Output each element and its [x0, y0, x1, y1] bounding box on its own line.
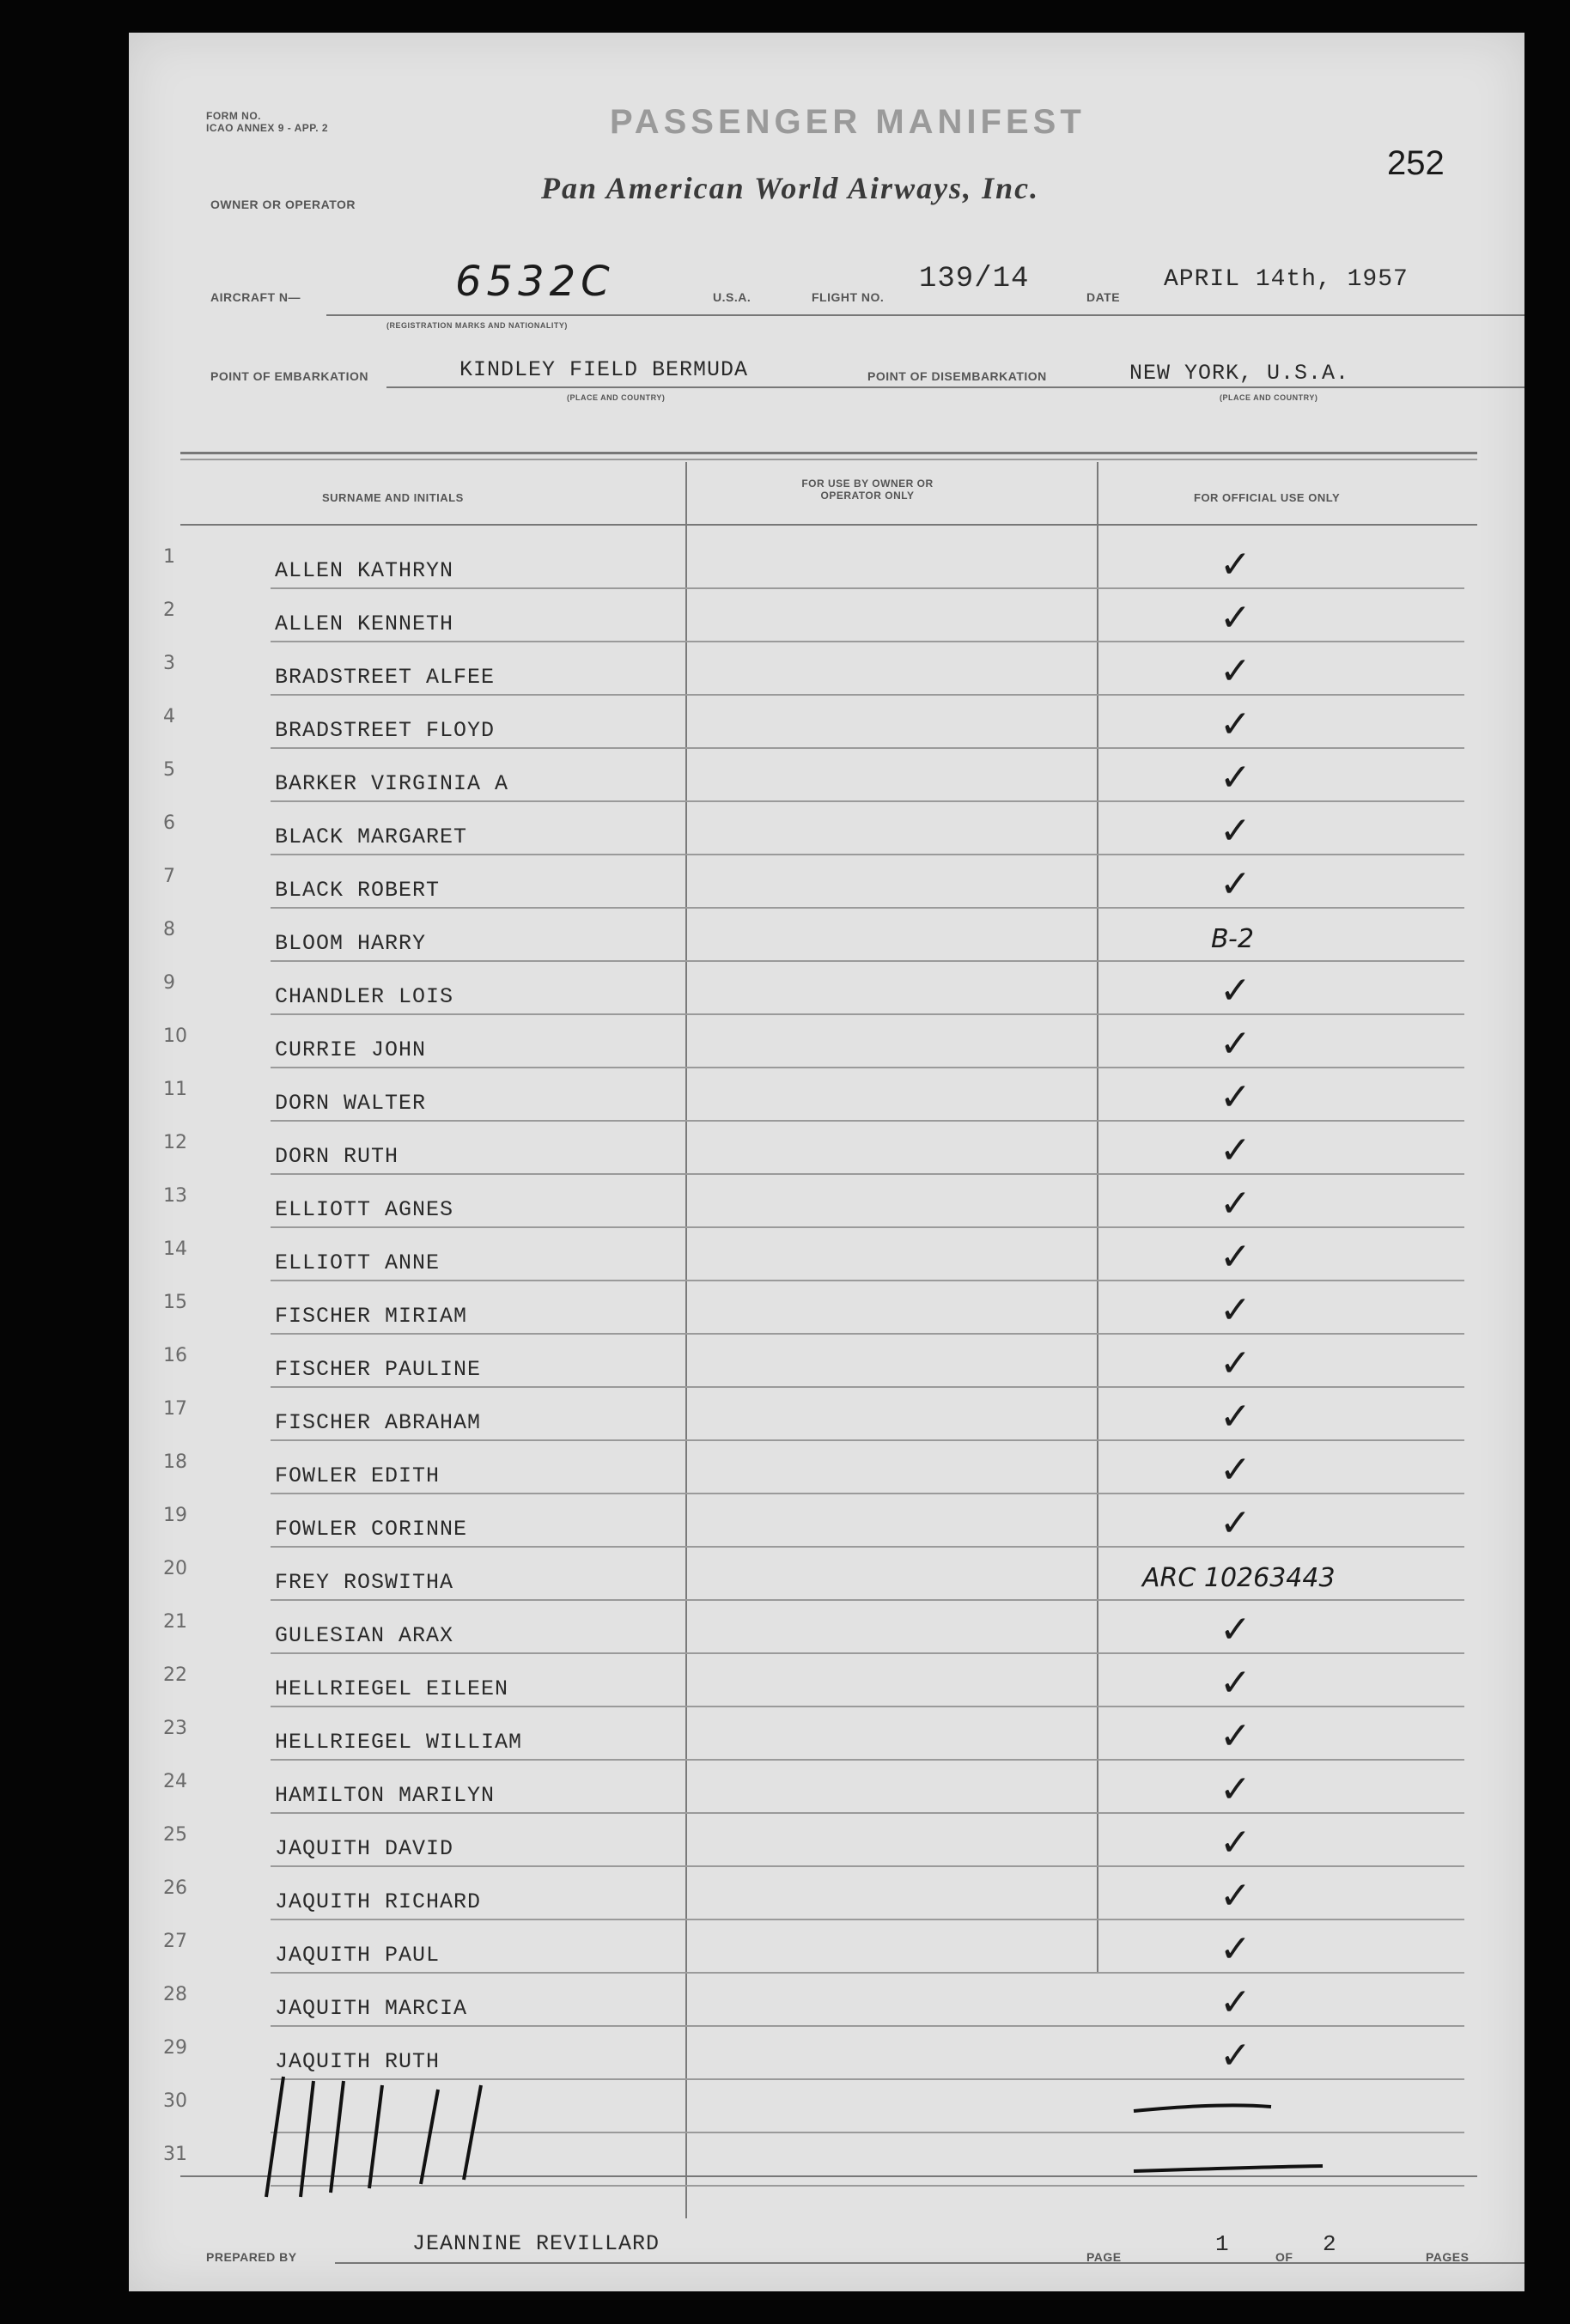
row-rule — [271, 1333, 1464, 1335]
row-number: 28 — [163, 1984, 187, 2005]
table-row — [163, 1445, 1464, 1498]
table-row — [163, 752, 1464, 806]
row-number: 17 — [163, 1398, 187, 1420]
manifest-page — [129, 33, 1524, 2291]
official-mark: ✓ — [1220, 1022, 1251, 1066]
row-number: 22 — [163, 1664, 187, 1686]
row-rule — [271, 2025, 1464, 2027]
table-row — [163, 1817, 1464, 1871]
official-mark: ✓ — [1220, 1129, 1251, 1172]
hand-strike-marks — [232, 2068, 490, 2214]
official-mark: B-2 — [1211, 924, 1254, 954]
table-row — [163, 1125, 1464, 1178]
row-number: 27 — [163, 1931, 187, 1952]
row-rule — [271, 1439, 1464, 1441]
row-rule — [271, 1280, 1464, 1281]
passenger-name: FISCHER PAULINE — [275, 1357, 482, 1382]
row-rule — [271, 1599, 1464, 1601]
row-number: 9 — [163, 972, 175, 994]
table-row — [163, 859, 1464, 912]
table-row — [163, 699, 1464, 752]
row-number: 29 — [163, 2037, 187, 2059]
disembarkation-value: NEW YORK, U.S.A. — [1129, 361, 1350, 386]
row-rule — [271, 1120, 1464, 1122]
passenger-name: ELLIOTT ANNE — [275, 1250, 441, 1275]
passenger-name: JAQUITH RUTH — [275, 2049, 441, 2074]
passenger-name: HELLRIEGEL WILLIAM — [275, 1730, 523, 1755]
row-rule — [271, 800, 1464, 802]
row-rule — [271, 1759, 1464, 1761]
aircraft-label: AIRCRAFT N— — [210, 290, 301, 304]
row-number: 11 — [163, 1079, 187, 1100]
row-rule — [271, 1173, 1464, 1175]
prepared-label: PREPARED BY — [206, 2250, 297, 2264]
official-mark: ✓ — [1220, 1182, 1251, 1226]
embarkation-value: KINDLEY FIELD BERMUDA — [459, 357, 749, 382]
table-row — [163, 965, 1464, 1019]
passenger-name: JAQUITH MARCIA — [275, 1996, 468, 2021]
table-row — [163, 1871, 1464, 1924]
row-number: 12 — [163, 1132, 187, 1153]
row-rule — [271, 1812, 1464, 1814]
row-number: 6 — [163, 812, 175, 834]
table-row — [163, 593, 1464, 646]
passenger-name: BRADSTREET FLOYD — [275, 718, 496, 743]
row-number: 8 — [163, 919, 175, 940]
owner-label: OWNER OR OPERATOR — [210, 198, 356, 211]
official-mark: ✓ — [1220, 1927, 1251, 1971]
official-mark: ✓ — [1220, 1767, 1251, 1811]
row-rule — [271, 960, 1464, 962]
disembarkation-sublabel: (PLACE AND COUNTRY) — [1220, 393, 1318, 402]
row-number: 2 — [163, 599, 175, 621]
official-mark: ✓ — [1220, 703, 1251, 746]
page-number-stamp: 252 — [1387, 144, 1445, 182]
table-row — [163, 1764, 1464, 1817]
passenger-name: FOWLER CORINNE — [275, 1517, 468, 1542]
passenger-name: FOWLER EDITH — [275, 1463, 441, 1488]
passenger-name: CHANDLER LOIS — [275, 984, 454, 1009]
row-number: 5 — [163, 759, 175, 781]
page-label: PAGE — [1086, 2250, 1122, 2264]
disembarkation-label: POINT OF DISEMBARKATION — [867, 369, 1047, 383]
aircraft-line — [326, 314, 1524, 316]
column-surname: SURNAME AND INITIALS — [322, 491, 464, 504]
passenger-name: GULESIAN ARAX — [275, 1623, 454, 1648]
row-number: 20 — [163, 1558, 187, 1579]
official-mark: ✓ — [1220, 1448, 1251, 1492]
official-mark: ✓ — [1220, 596, 1251, 640]
row-number: 14 — [163, 1238, 187, 1260]
flight-label: FLIGHT NO. — [812, 290, 885, 304]
passenger-name: FISCHER ABRAHAM — [275, 1410, 482, 1435]
official-mark: ✓ — [1220, 649, 1251, 693]
row-number: 19 — [163, 1505, 187, 1526]
table-row — [163, 1178, 1464, 1232]
table-top-rule-2 — [180, 459, 1477, 460]
row-rule — [271, 1706, 1464, 1707]
nationality-value: U.S.A. — [713, 290, 752, 304]
row-number: 18 — [163, 1451, 187, 1473]
passenger-name: BLOOM HARRY — [275, 931, 427, 956]
official-mark: ✓ — [1220, 1501, 1251, 1545]
row-number: 10 — [163, 1025, 187, 1047]
official-mark: ✓ — [1220, 1395, 1251, 1439]
row-number: 23 — [163, 1718, 187, 1739]
passenger-name: JAQUITH DAVID — [275, 1836, 454, 1861]
table-row — [163, 1658, 1464, 1711]
row-number: 1 — [163, 546, 175, 568]
row-number: 31 — [163, 2144, 187, 2165]
row-rule — [271, 1067, 1464, 1068]
prepared-value: JEANNINE REVILLARD — [412, 2231, 660, 2256]
passenger-name: ALLEN KENNETH — [275, 611, 454, 636]
form-reference — [206, 110, 328, 134]
row-rule — [271, 1386, 1464, 1388]
row-number: 16 — [163, 1345, 187, 1366]
official-mark: ✓ — [1220, 1288, 1251, 1332]
passenger-name: ELLIOTT AGNES — [275, 1197, 454, 1222]
passenger-name: HELLRIEGEL EILEEN — [275, 1676, 509, 1701]
table-top-rule — [180, 452, 1477, 454]
passenger-name: FISCHER MIRIAM — [275, 1304, 468, 1329]
form-ref-line2: ICAO ANNEX 9 - APP. 2 — [206, 122, 329, 134]
official-mark: ✓ — [1220, 543, 1251, 587]
table-row — [163, 1072, 1464, 1125]
row-number: 25 — [163, 1824, 187, 1846]
row-number: 24 — [163, 1771, 187, 1792]
page-value: 1 — [1215, 2231, 1230, 2257]
row-number: 26 — [163, 1877, 187, 1899]
official-mark: ✓ — [1220, 1235, 1251, 1279]
passenger-name: CURRIE JOHN — [275, 1037, 427, 1062]
flight-value: 139/14 — [919, 263, 1030, 295]
row-number: 15 — [163, 1292, 187, 1313]
row-rule — [271, 641, 1464, 642]
passenger-name: BRADSTREET ALFEE — [275, 665, 496, 690]
passenger-name: BARKER VIRGINIA A — [275, 771, 509, 796]
table-row — [163, 806, 1464, 859]
official-mark: ✓ — [1220, 1821, 1251, 1865]
row-rule — [271, 587, 1464, 589]
official-mark: ARC 10263443 — [1142, 1563, 1336, 1593]
row-rule — [271, 1546, 1464, 1548]
official-mark: ✓ — [1220, 1980, 1251, 2024]
official-mark: ✓ — [1220, 1661, 1251, 1705]
column-official-use: FOR OFFICIAL USE ONLY — [1194, 491, 1341, 504]
manifest-title: PASSENGER MANIFEST — [610, 103, 1086, 141]
date-value: APRIL 14th, 1957 — [1164, 266, 1409, 293]
table-row — [163, 1338, 1464, 1391]
row-rule — [271, 747, 1464, 749]
row-rule — [271, 694, 1464, 696]
table-row — [163, 1977, 1464, 2030]
passenger-name: BLACK MARGARET — [275, 824, 468, 849]
form-ref-line1: FORM NO. — [206, 110, 261, 122]
table-row — [163, 1604, 1464, 1658]
table-row — [163, 646, 1464, 699]
table-row — [163, 1391, 1464, 1445]
official-mark: ✓ — [1220, 862, 1251, 906]
row-rule — [271, 1652, 1464, 1654]
official-mark: ✓ — [1220, 809, 1251, 853]
table-row — [163, 1019, 1464, 1072]
row-rule — [271, 1013, 1464, 1015]
official-mark: ✓ — [1220, 1075, 1251, 1119]
embarkation-label: POINT OF EMBARKATION — [210, 369, 368, 383]
table-header-rule — [180, 524, 1477, 526]
of-value: 2 — [1323, 2231, 1337, 2257]
row-number: 30 — [163, 2090, 187, 2112]
table-row — [163, 1285, 1464, 1338]
table-row — [163, 1924, 1464, 1977]
row-number: 3 — [163, 653, 175, 674]
aircraft-sublabel: (REGISTRATION MARKS AND NATIONALITY) — [386, 321, 568, 330]
official-mark: ✓ — [1220, 1341, 1251, 1385]
official-mark: ✓ — [1220, 1608, 1251, 1652]
footer-line — [335, 2262, 1524, 2264]
table-row — [163, 1711, 1464, 1764]
table-row — [163, 1498, 1464, 1551]
passenger-name: DORN WALTER — [275, 1091, 427, 1116]
passenger-name: JAQUITH RICHARD — [275, 1889, 482, 1914]
table-row — [163, 1232, 1464, 1285]
row-rule — [271, 1865, 1464, 1867]
table-row — [163, 1551, 1464, 1604]
row-rule — [271, 854, 1464, 855]
passenger-name: JAQUITH PAUL — [275, 1943, 441, 1968]
aircraft-value: 6532C — [455, 258, 615, 306]
row-rule — [271, 1919, 1464, 1920]
embarkation-line — [386, 386, 1524, 388]
airline-name: Pan American World Airways, Inc. — [541, 171, 1040, 205]
official-mark: ✓ — [1220, 1714, 1251, 1758]
official-mark: ✓ — [1220, 2034, 1251, 2078]
passenger-name: BLACK ROBERT — [275, 878, 441, 903]
row-rule — [271, 1226, 1464, 1228]
row-rule — [271, 907, 1464, 909]
hand-dash-marks — [1117, 2077, 1460, 2205]
passenger-name: ALLEN KATHRYN — [275, 558, 454, 583]
embarkation-sublabel: (PLACE AND COUNTRY) — [567, 393, 666, 402]
row-number: 4 — [163, 706, 175, 727]
official-mark: ✓ — [1220, 1874, 1251, 1918]
row-rule — [271, 1493, 1464, 1494]
passenger-name: HAMILTON MARILYN — [275, 1783, 496, 1808]
table-row — [163, 539, 1464, 593]
passenger-name: FREY ROSWITHA — [275, 1570, 454, 1595]
column-owner-use: FOR USE BY OWNER OR OPERATOR ONLY — [801, 478, 934, 502]
pages-label: PAGES — [1426, 2250, 1470, 2264]
passenger-name: DORN RUTH — [275, 1144, 399, 1169]
row-number: 13 — [163, 1185, 187, 1207]
official-mark: ✓ — [1220, 756, 1251, 800]
row-rule — [271, 1972, 1464, 1974]
official-mark: ✓ — [1220, 969, 1251, 1013]
table-row — [163, 912, 1464, 965]
of-label: OF — [1275, 2250, 1293, 2264]
row-number: 21 — [163, 1611, 187, 1633]
row-number: 7 — [163, 866, 175, 887]
date-label: DATE — [1086, 290, 1121, 304]
